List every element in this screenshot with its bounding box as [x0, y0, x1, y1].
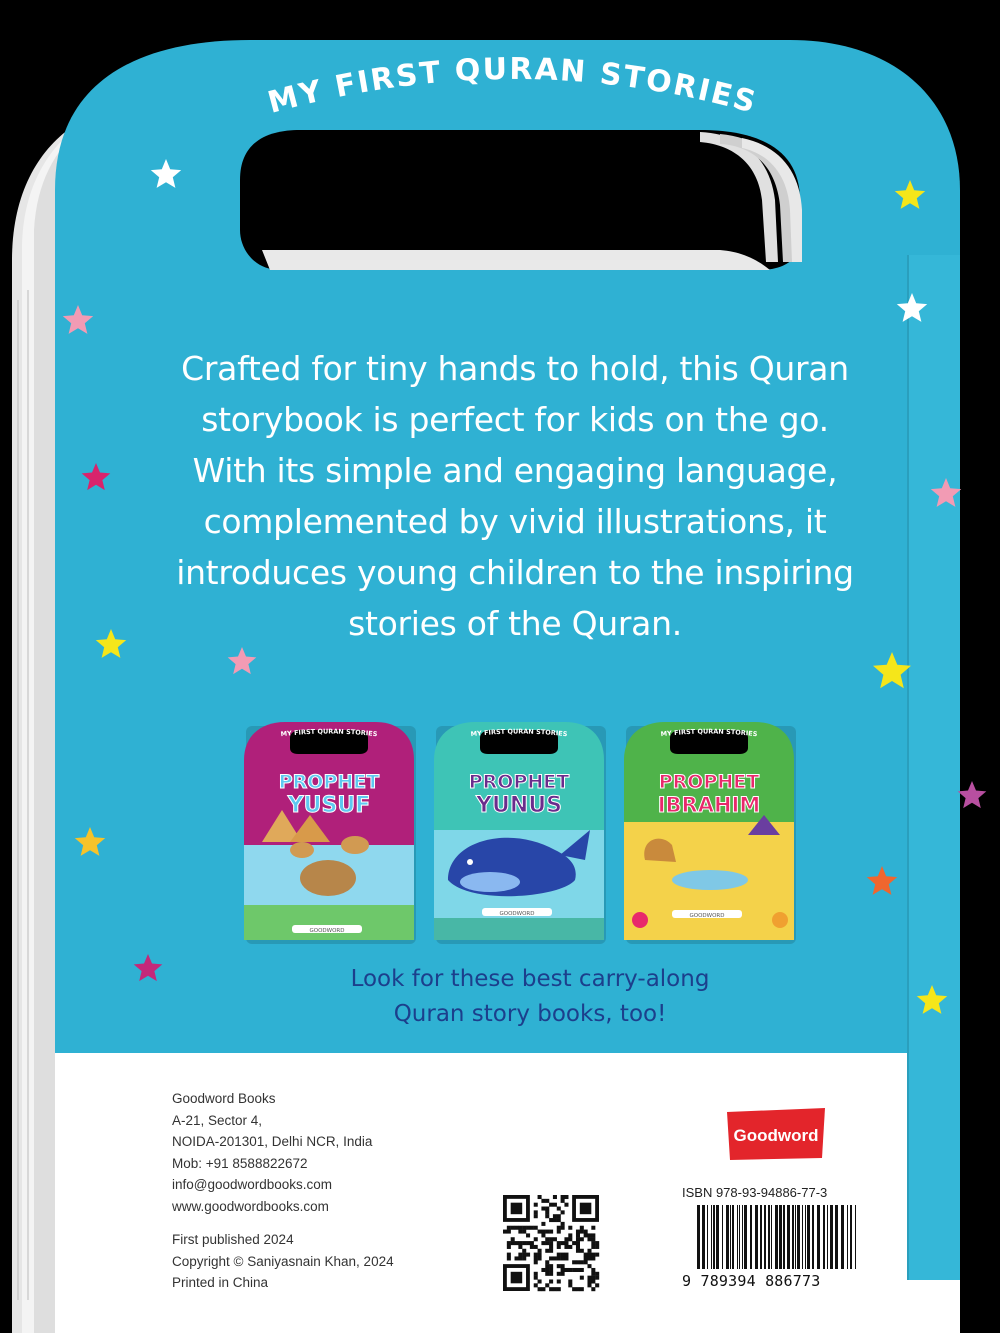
mini-book-ibrahim — [624, 722, 796, 944]
imprint-line: Goodword Books — [172, 1091, 276, 1106]
blurb-line: With its simple and engaging language, — [192, 451, 838, 490]
mini-series-label: MY FIRST QURAN STORIES — [660, 727, 758, 739]
mini-title-line2: YUNUS — [476, 793, 562, 818]
imprint-line: A-21, Sector 4, — [172, 1112, 263, 1128]
imprint-line: www.goodwordbooks.com — [172, 1198, 329, 1214]
publication-line: First published 2024 — [172, 1232, 294, 1247]
barcode-digits: 9 789394 886773 — [682, 1272, 821, 1290]
look-for-line: Look for these best carry-along — [350, 966, 710, 992]
mini-title-line2: YUSUF — [287, 793, 371, 818]
goodword-logo — [727, 1108, 825, 1160]
mini-publisher: GOODWORD — [499, 911, 535, 917]
series-title: MY FIRST QURAN STORIES — [264, 51, 761, 121]
publication-line: Printed in China — [172, 1275, 269, 1290]
mini-title-line1: PROPHET — [468, 771, 570, 793]
blurb-line: storybook is perfect for kids on the go. — [201, 400, 829, 439]
handle-cutout — [240, 130, 802, 270]
imprint-line: NOIDA-201301, Delhi NCR, India — [172, 1134, 373, 1149]
mini-publisher: GOODWORD — [689, 913, 725, 919]
spine-edge — [908, 255, 968, 1280]
mini-series-label: MY FIRST QURAN STORIES — [280, 727, 378, 739]
blurb-line: Crafted for tiny hands to hold, this Quran — [181, 349, 849, 388]
cover-footer — [0, 1053, 1000, 1333]
mini-title-line1: PROPHET — [278, 771, 380, 793]
mini-title-line1: PROPHET — [658, 771, 760, 793]
mini-book-yusuf — [244, 722, 416, 944]
qr-code-icon — [503, 1195, 599, 1291]
mini-series-label: MY FIRST QURAN STORIES — [470, 727, 568, 739]
mini-book-yunus — [434, 722, 606, 944]
imprint-line: info@goodwordbooks.com — [172, 1177, 333, 1192]
isbn-text: ISBN 978-93-94886-77-3 — [682, 1185, 828, 1200]
blurb-line: stories of the Quran. — [348, 604, 682, 643]
blurb-line: complemented by vivid illustrations, it — [203, 502, 827, 541]
star-icon — [958, 781, 987, 808]
svg-text:Goodword: Goodword — [733, 1126, 819, 1145]
blurb-line: introduces young children to the inspiring — [176, 553, 854, 592]
mini-publisher: GOODWORD — [309, 928, 345, 934]
mini-title-line2: IBRAHIM — [657, 793, 761, 817]
imprint-line: Mob: +91 8588822672 — [172, 1155, 308, 1171]
publication-line: Copyright © Saniyasnain Khan, 2024 — [172, 1253, 394, 1269]
look-for-line: Quran story books, too! — [393, 1001, 667, 1027]
